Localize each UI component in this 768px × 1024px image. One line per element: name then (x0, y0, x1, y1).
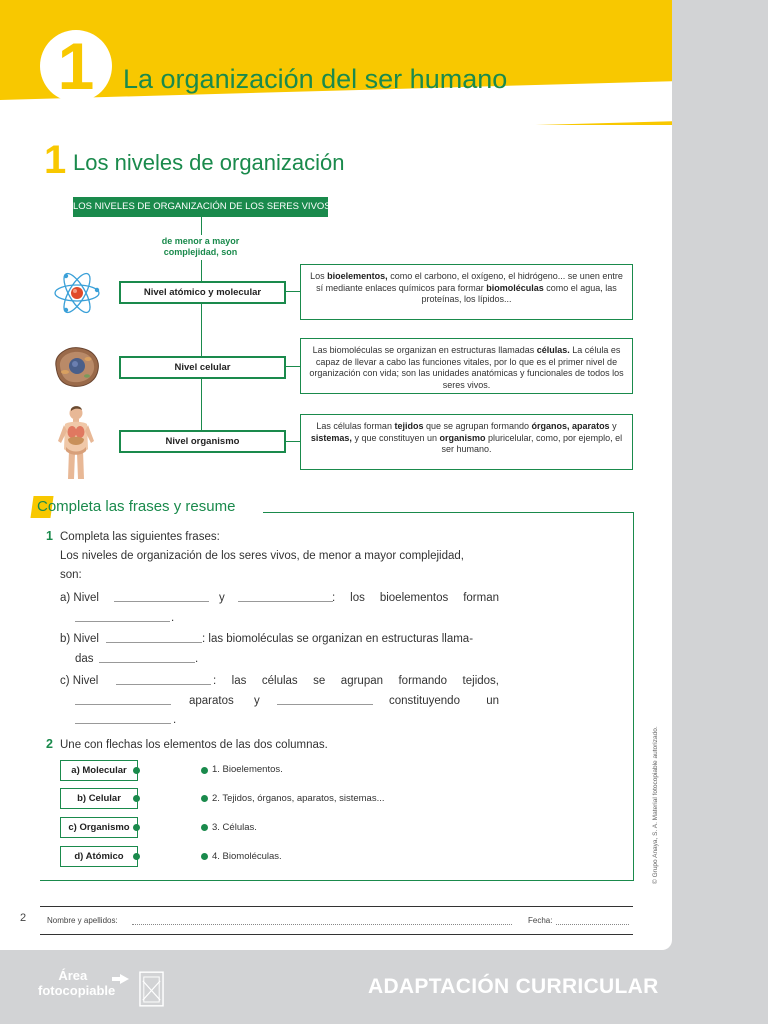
description-keyword: células. (536, 345, 570, 355)
description-text: como el carbono, el oxígeno, el hidrógeno... se unen entre sí mediante enlaces químicos para formar (316, 271, 623, 293)
description-box-atomic (300, 264, 633, 320)
item-c-text: : las células se agrupan formando tejidos, (213, 675, 499, 687)
activity-rule (40, 880, 634, 881)
item-b-text: : las biomoléculas se organizan en estructuras llama- (202, 633, 474, 645)
match-right-item: 2. Tejidos, órganos, aparatos, sistemas... (212, 793, 385, 804)
match-right-item: 4. Biomoléculas. (212, 851, 282, 862)
description-text: Los (310, 271, 328, 281)
blank-field[interactable] (106, 632, 202, 643)
activity-rule (263, 512, 633, 513)
question-2-prompt: Une con flechas los elementos de las dos columnas. (60, 739, 328, 751)
level-box-cellular: Nivel celular (119, 356, 286, 379)
description-keyword: organismo (439, 432, 486, 443)
match-dot[interactable] (201, 853, 208, 860)
description-text: Las biomoléculas se organizan en estructuras llamadas (312, 345, 537, 355)
item-c-label: c) Nivel (60, 675, 99, 687)
description-text: Las células forman (316, 421, 395, 431)
section-number: 1 (44, 138, 67, 182)
match-dot[interactable] (201, 795, 208, 802)
item-b-text: das (75, 653, 94, 665)
item-period: . (173, 714, 177, 726)
area-line-2: fotocopiable (38, 983, 116, 998)
description-text: como el agua, las proteínas, los lípidos... (421, 282, 617, 304)
description-text: La célula es capaz de llevar a cabo las funciones vitales, por lo que es el primer nivel de organización con vida; son las unidades anatómicas y funcionales de todos los seres vivos. (309, 345, 624, 390)
description-text: pluricelular, como, por ejemplo, el ser humano. (441, 432, 623, 454)
match-left-item[interactable]: a) Molecular (60, 760, 138, 781)
item-a-label: a) Nivel (60, 592, 99, 604)
description-text: que se agrupan formando (423, 421, 532, 431)
blank-field[interactable] (238, 591, 333, 602)
match-dot[interactable] (133, 853, 140, 860)
match-left-item[interactable]: d) Atómico (60, 846, 138, 867)
date-field[interactable] (556, 917, 629, 925)
item-period: . (195, 653, 199, 665)
page-number: 2 (20, 912, 27, 924)
blank-field[interactable] (75, 713, 171, 724)
blank-field[interactable] (277, 694, 373, 705)
description-keyword: órganos, aparatos (531, 421, 610, 431)
match-dot[interactable] (133, 795, 140, 802)
no-photocopy-icon (139, 971, 164, 1007)
footer-rule (40, 934, 633, 935)
blank-field[interactable] (75, 611, 170, 622)
blank-field[interactable] (116, 674, 211, 685)
human-body-icon (55, 405, 97, 481)
description-keyword: tejidos (394, 421, 424, 431)
unit-number: 1 (57, 29, 95, 103)
unit-title: La organización del ser humano (123, 64, 508, 94)
area-line-1: Área (58, 968, 88, 983)
description-keyword: bioelementos, (327, 271, 388, 281)
description-text: y (609, 421, 617, 431)
footer-rule (40, 906, 633, 907)
question-1-prompt: Completa las siguientes frases: (60, 531, 220, 543)
diagram-header: LOS NIVELES DE ORGANIZACIÓN DE LOS SERES VIVOS (73, 197, 328, 217)
item-c-text: aparatos (189, 695, 234, 707)
blank-field[interactable] (75, 694, 171, 705)
match-right-item: 1. Bioelementos. (212, 764, 283, 775)
activity-title: Completa las frases y resume (37, 498, 236, 515)
connector-line (284, 366, 300, 367)
item-a-text: y (219, 592, 225, 604)
connector-line (284, 291, 300, 292)
date-label: Fecha: (528, 916, 553, 925)
match-dot[interactable] (201, 824, 208, 831)
section-title: Los niveles de organización (73, 150, 345, 175)
copyright-note: © Grupo Anaya, S. A. Material fotocopiable autorizado. (652, 726, 659, 884)
page-margin (672, 0, 768, 1024)
description-keyword: biomoléculas (486, 282, 544, 293)
level-box-atomic: Nivel atómico y molecular (119, 281, 286, 304)
arrow-icon (120, 974, 129, 984)
match-right-item: 3. Células. (212, 822, 257, 833)
atom-icon (52, 268, 102, 318)
cell-icon (50, 344, 102, 390)
match-left-item[interactable]: b) Celular (60, 788, 138, 809)
description-keyword: sistemas, (310, 432, 352, 443)
question-2-number: 2 (46, 737, 53, 751)
level-box-organism: Nivel organismo (119, 430, 286, 453)
description-box-organism (300, 414, 633, 470)
item-period: . (171, 612, 175, 624)
activity-rule (633, 512, 634, 880)
name-label: Nombre y apellidos: (47, 916, 118, 925)
match-dot[interactable] (201, 767, 208, 774)
item-b-label: b) Nivel (60, 633, 99, 645)
connector-line (284, 441, 300, 442)
description-text: y que constituyen un (351, 432, 440, 443)
item-a-text: : los bioelementos forman (332, 592, 499, 604)
photocopiable-area-label (38, 968, 115, 998)
description-box-cellular (300, 338, 633, 394)
blank-field[interactable] (114, 591, 209, 602)
question-1-text: son: (60, 569, 82, 581)
match-dot[interactable] (133, 767, 140, 774)
item-c-text: y (254, 695, 260, 707)
question-1-number: 1 (46, 529, 53, 543)
connector-line (201, 217, 202, 235)
item-c-text: constituyendo un (389, 695, 499, 707)
match-dot[interactable] (133, 824, 140, 831)
blank-field[interactable] (99, 652, 195, 663)
match-left-item[interactable]: c) Organismo (60, 817, 138, 838)
diagram-subtitle: de menor a mayor complejidad, son (161, 236, 240, 257)
name-field[interactable] (132, 917, 512, 925)
question-1-text: Los niveles de organización de los seres vivos, de menor a mayor complejidad, (60, 550, 464, 562)
curricular-adaptation-label: ADAPTACIÓN CURRICULAR (368, 975, 659, 998)
